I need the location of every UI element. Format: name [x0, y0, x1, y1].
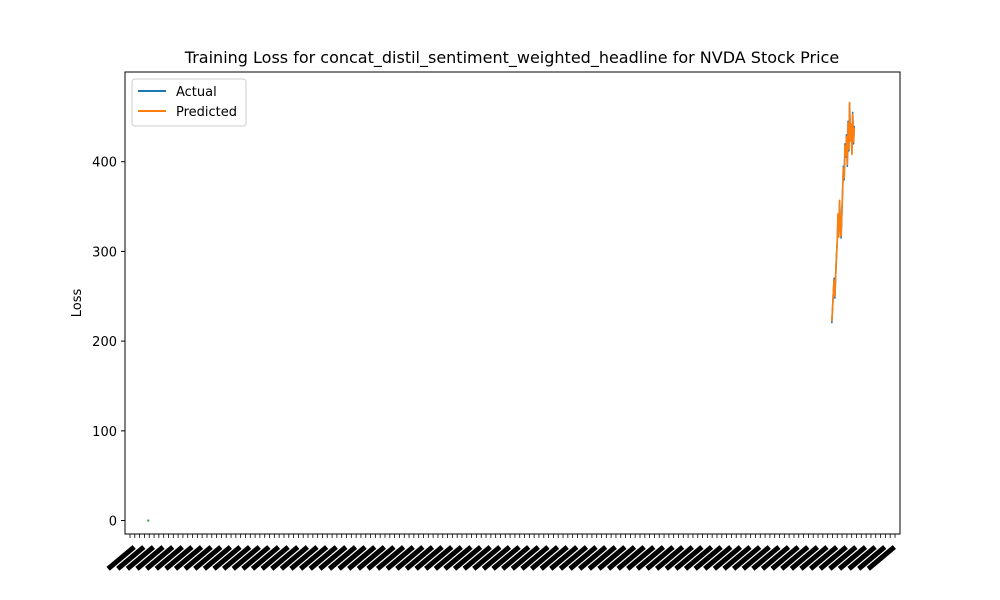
legend: [132, 79, 246, 126]
y-tick-label: 200: [92, 335, 117, 351]
y-tick-label: 0: [108, 514, 117, 530]
chart-title: Training Loss for concat_distil_sentiment_weighted_headline for NVDA Stock Price: [184, 48, 840, 67]
y-tick-label: 100: [92, 424, 117, 440]
legend-label-predicted: Predicted: [176, 105, 238, 120]
legend-label-actual: Actual: [176, 85, 217, 100]
plot-area: [125, 72, 900, 534]
y-tick-label: 400: [92, 155, 117, 171]
data-point-marker: [147, 520, 149, 522]
y-tick-label: 300: [92, 245, 117, 261]
y-axis-label: Loss: [70, 288, 85, 318]
